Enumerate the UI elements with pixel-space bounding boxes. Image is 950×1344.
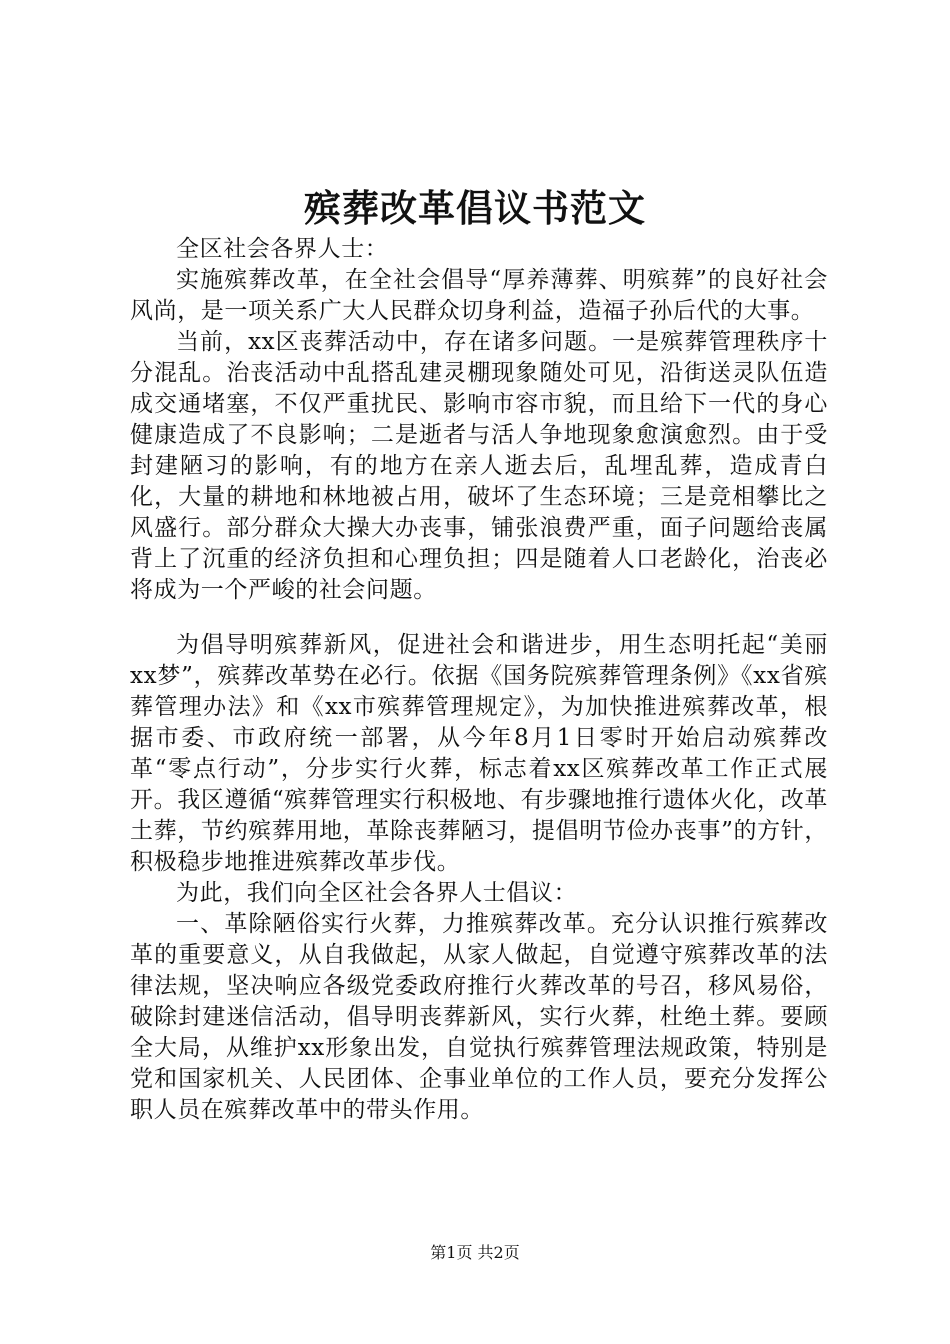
body-paragraph: 当前，xx区丧葬活动中，存在诸多问题。一是殡葬管理秩序十分混乱。治丧活动中乱搭乱建灵棚现象随处可见，沿街送灵队伍造成交通堵塞，不仅严重扰民、影响市容市貌，而且给下一代的身心健康造成了不良影响；二是逝者与活人争地现象愈演愈烈。由于受封建陋习的影响，有的地方在亲人逝去后，乱埋乱葬，造成青白化，大量的耕地和林地被占用，破坏了生态环境；三是竞相攀比之风盛行。部分群众大操大办丧事，铺张浪费严重，面子问题给丧属背上了沉重的经济负担和心理负担；四是随着人口老龄化，治丧必将成为一个严峻的社会问题。 — [130, 329, 828, 603]
body-paragraph: 为此，我们向全区社会各界人士倡议： — [176, 880, 578, 906]
page-number-footer: 第1页 共2页 — [430, 1243, 520, 1262]
document-title: 殡葬改革倡议书范文 — [304, 186, 646, 230]
document-body — [130, 234, 828, 1126]
body-paragraph: 实施殡葬改革，在全社会倡导“厚养薄葬、明殡葬”的良好社会风尚，是一项关系广大人民群众切身利益，造福子孙后代的大事。 — [130, 267, 828, 324]
salutation-paragraph: 全区社会各界人士： — [176, 236, 389, 262]
body-paragraph: 为倡导明殡葬新风，促进社会和谐进步，用生态明托起“美丽xx梦”，殡葬改革势在必行。依据《国务院殡葬管理条例》《xx省殡葬管理办法》和《xx市殡葬管理规定》，为加快推进殡葬改革，根据市委、市政府统一部署，从今年8月1日零时开始启动殡葬改革“零点行动”，分步实行火葬，标志着xx区殡葬改革工作正式展开。我区遵循“殡葬管理实行积极地、有步骤地推行遗体火化，改革土葬，节约殡葬用地，革除丧葬陋习，提倡明节俭办丧事”的方针，积极稳步地推进殡葬改革步伐。 — [130, 632, 828, 875]
body-paragraph: 一、革除陋俗实行火葬，力推殡葬改革。充分认识推行殡葬改革的重要意义，从自我做起，从家人做起，自觉遵守殡葬改革的法律法规，坚决响应各级党委政府推行火葬改革的号召，移风易俗，破除封建迷信活动，倡导明丧葬新风，实行火葬，杜绝土葬。要顾全大局，从维护xx形象出发，自觉执行殡葬管理法规政策，特别是党和国家机关、人民团体、企事业单位的工作人员，要充分发挥公职人员在殡葬改革中的带头作用。 — [130, 911, 828, 1123]
